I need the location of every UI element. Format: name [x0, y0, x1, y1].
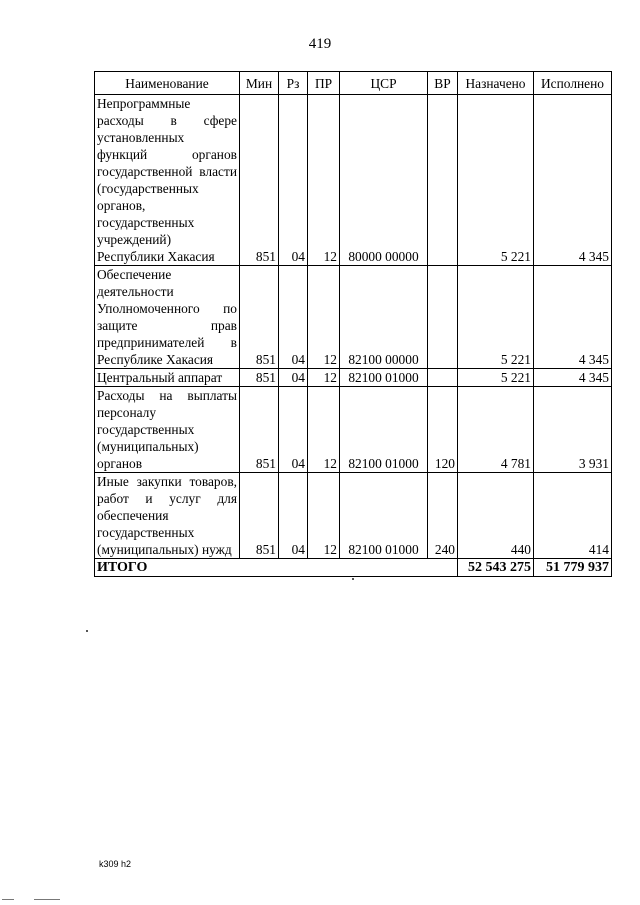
row-csr: 80000 00000: [340, 95, 428, 266]
header-rz: Рз: [279, 72, 308, 95]
header-name: Наименование: [95, 72, 240, 95]
row-pr: 12: [308, 387, 340, 473]
row-vr: 120: [428, 387, 458, 473]
row-name: Непрограммные расходы в сфере установленных функций органов государственной власти (государственных органов, государственных учреждений) Республики Хакасия: [95, 95, 240, 266]
page-number: 419: [308, 36, 332, 52]
table-row: [95, 369, 612, 387]
header-executed: Исполнено: [534, 72, 612, 95]
table-header: [95, 72, 612, 95]
row-name: Центральный аппарат: [95, 369, 240, 387]
row-csr: 82100 01000: [340, 369, 428, 387]
scan-speck: [86, 630, 88, 632]
header-csr: ЦСР: [340, 72, 428, 95]
row-csr: 82100 01000: [340, 387, 428, 473]
header-vr: ВР: [428, 72, 458, 95]
row-vr: 240: [428, 473, 458, 559]
row-rz: 04: [279, 473, 308, 559]
header-assigned: Назначено: [458, 72, 534, 95]
row-csr: 82100 01000: [340, 473, 428, 559]
row-vr: [428, 369, 458, 387]
footer-code: k309 h2: [99, 859, 132, 869]
row-pr: 12: [308, 369, 340, 387]
row-rz: 04: [279, 95, 308, 266]
row-assigned: 5 221: [458, 369, 534, 387]
row-vr: [428, 266, 458, 369]
table-row: [95, 387, 612, 473]
row-pr: 12: [308, 473, 340, 559]
total-row: [95, 559, 612, 577]
row-name: Иные закупки товаров, работ и услуг для обеспечения государственных (муниципальных) нужд: [95, 473, 240, 559]
row-assigned: 5 221: [458, 266, 534, 369]
budget-table: [94, 71, 612, 577]
row-rz: 04: [279, 266, 308, 369]
table-row: [95, 266, 612, 369]
table-row: [95, 473, 612, 559]
row-min: 851: [240, 369, 279, 387]
scan-edge-mark: [34, 899, 60, 900]
row-executed: 414: [534, 473, 612, 559]
total-assigned: 52 543 275: [458, 559, 534, 577]
row-assigned: 440: [458, 473, 534, 559]
header-pr: ПР: [308, 72, 340, 95]
row-pr: 12: [308, 95, 340, 266]
row-executed: 4 345: [534, 266, 612, 369]
row-min: 851: [240, 473, 279, 559]
row-executed: 4 345: [534, 95, 612, 266]
total-executed: 51 779 937: [534, 559, 612, 577]
total-label: ИТОГО: [95, 559, 458, 577]
table-row: [95, 95, 612, 266]
row-name: Обеспечение деятельности Уполномоченного по защите прав предпринимателей в Республике Хакасия: [95, 266, 240, 369]
row-min: 851: [240, 387, 279, 473]
row-name: Расходы на выплаты персоналу государственных (муниципальных) органов: [95, 387, 240, 473]
row-executed: 3 931: [534, 387, 612, 473]
row-vr: [428, 95, 458, 266]
row-min: 851: [240, 95, 279, 266]
row-assigned: 4 781: [458, 387, 534, 473]
row-assigned: 5 221: [458, 95, 534, 266]
row-csr: 82100 00000: [340, 266, 428, 369]
row-pr: 12: [308, 266, 340, 369]
scan-edge-mark: [2, 899, 14, 900]
row-rz: 04: [279, 387, 308, 473]
header-row: [95, 72, 612, 95]
row-rz: 04: [279, 369, 308, 387]
row-executed: 4 345: [534, 369, 612, 387]
row-min: 851: [240, 266, 279, 369]
header-min: Мин: [240, 72, 279, 95]
scan-speck: [352, 578, 354, 580]
